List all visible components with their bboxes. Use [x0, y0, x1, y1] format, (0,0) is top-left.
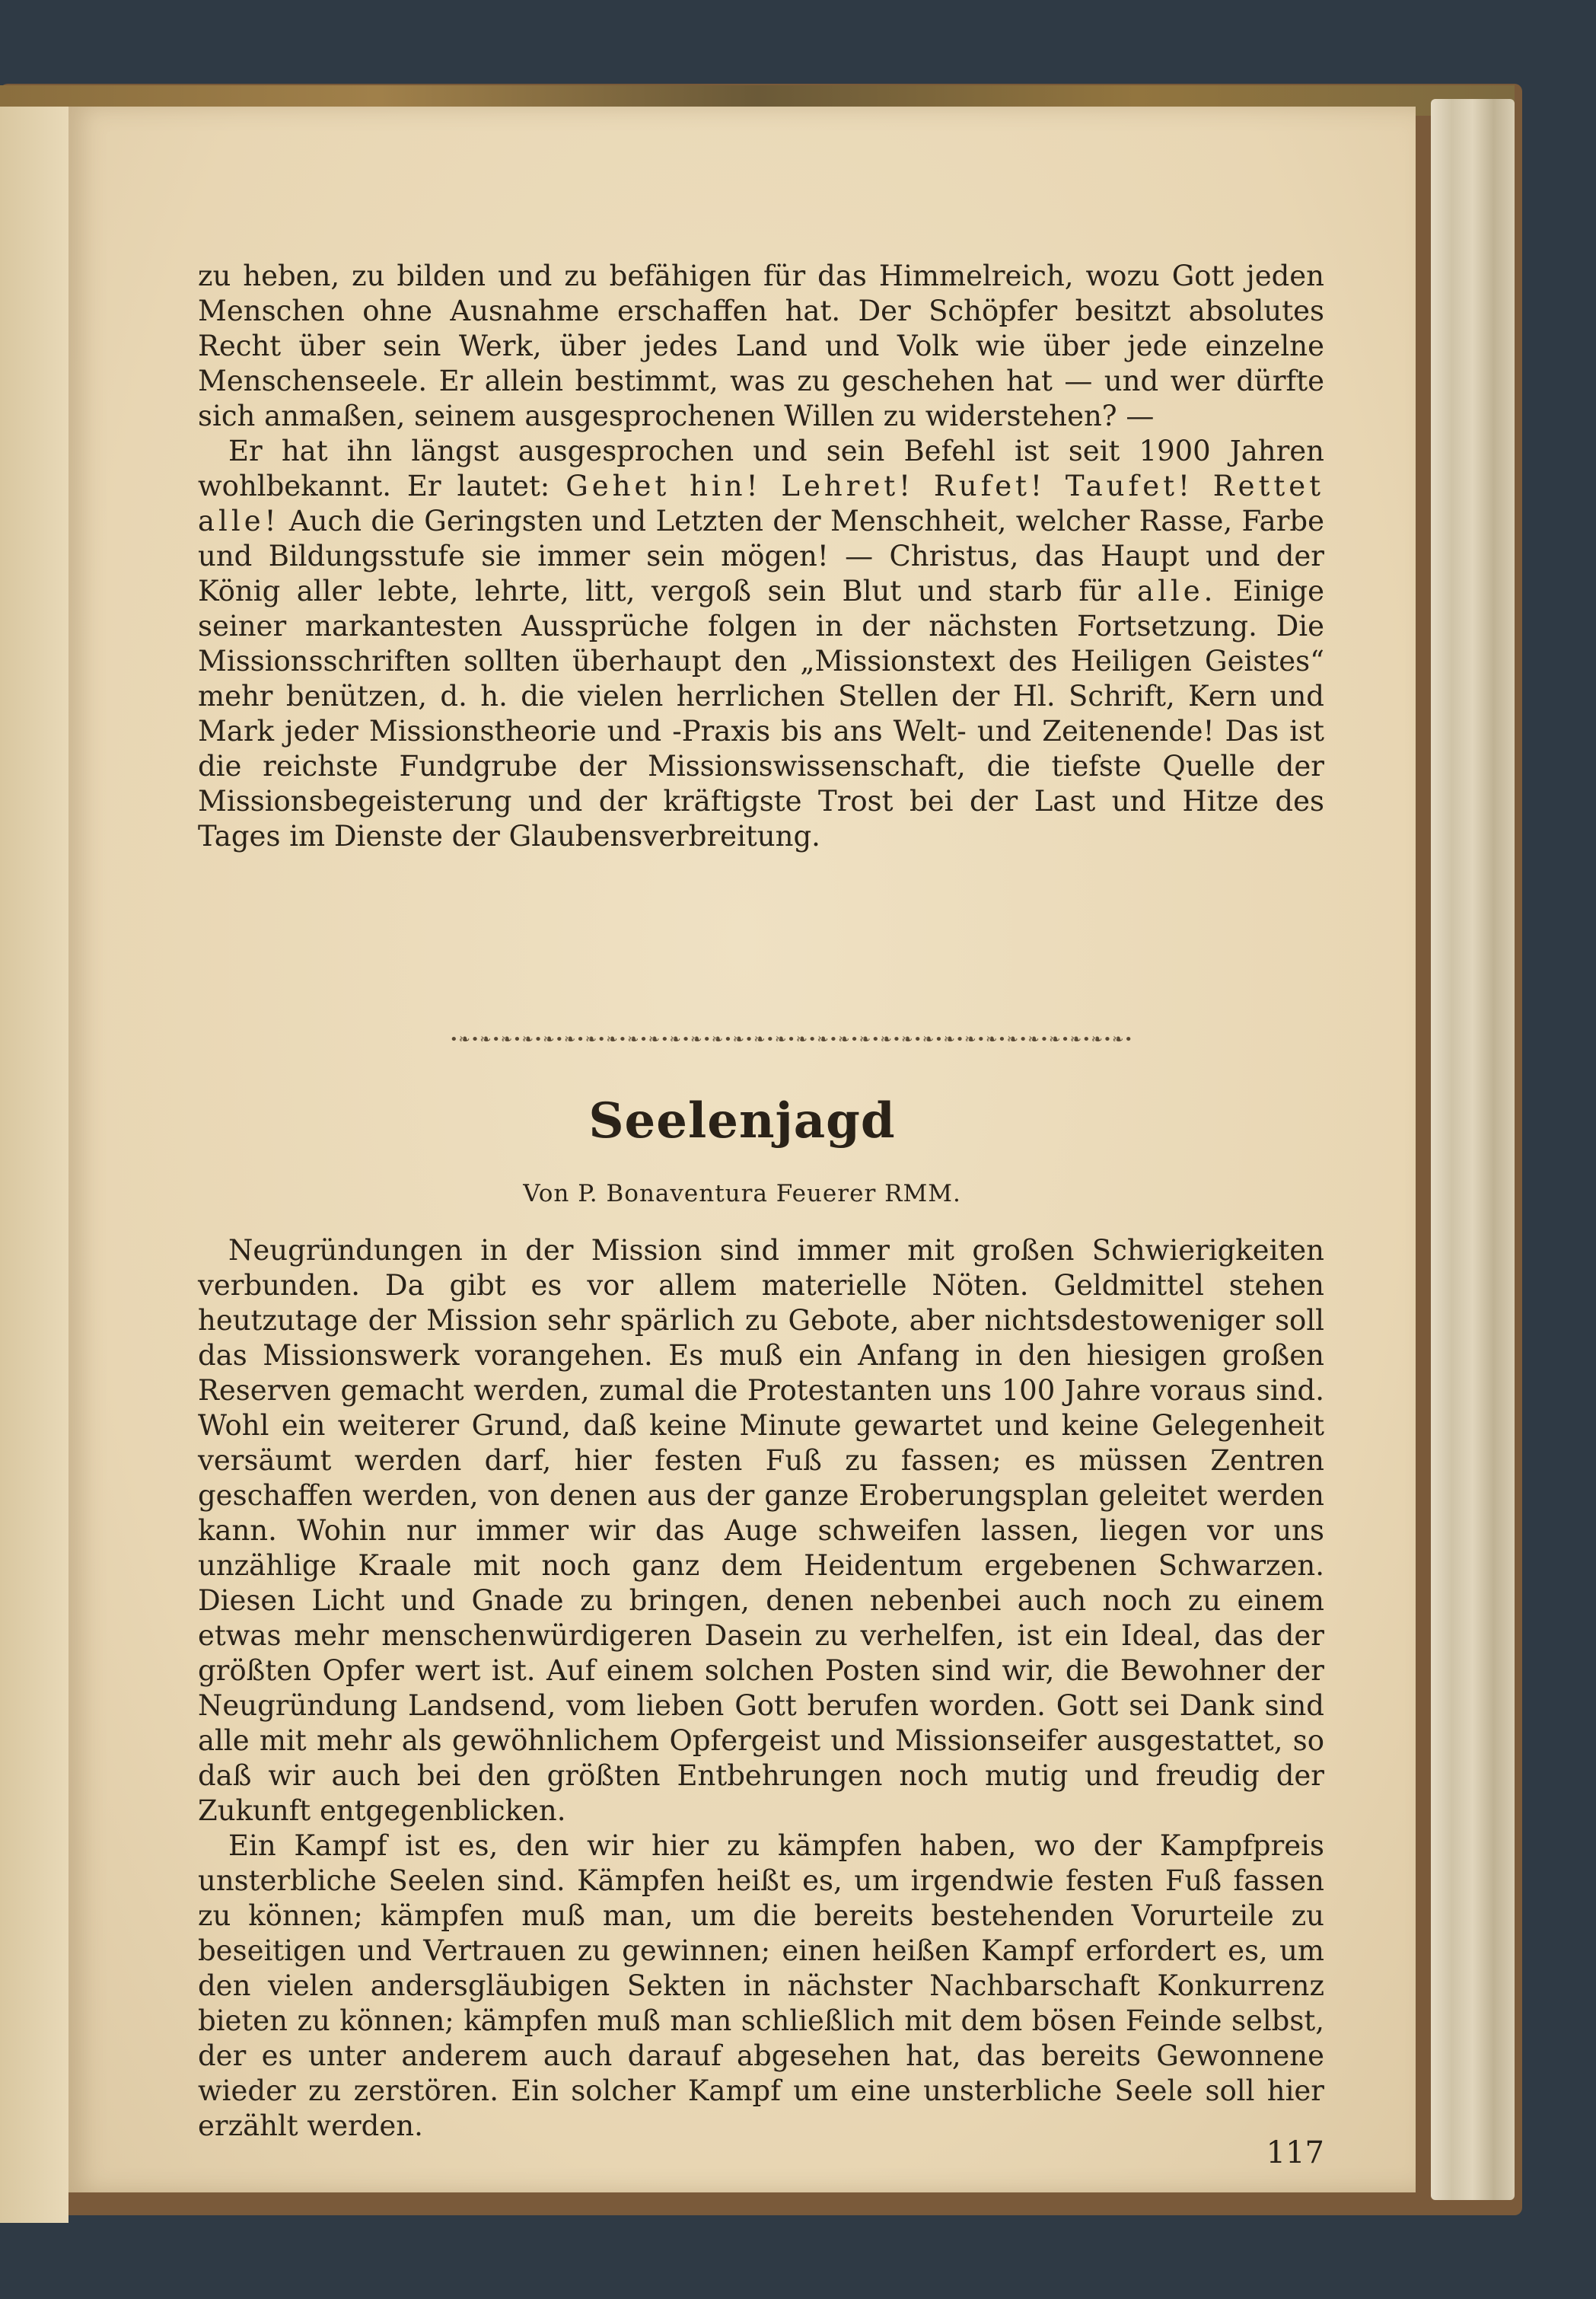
paragraph-2-start: Er hat ihn längst ausgesprochen und sein Befehl ist seit 1900 Jahren wohlbekannt. Er lautet:: [198, 435, 1324, 502]
article-body: [198, 1233, 1324, 2144]
article-paragraph-2: Ein Kampf ist es, den wir hier zu kämpfen haben, wo der Kampfpreis unsterbliche Seelen sind. Kämpfen heißt es, um irgendwie festen Fuß fassen zu können; kämpfen muß man, um die bereits bestehenden Vorurteile zu beseitigen und Vertrauen zu gewinnen; einen heißen Kampf erfordert es, um den vielen andersgläubigen Sekten in nächster Nachbarschaft Konkurrenz bieten zu können; kämpfen muß man schließlich mit dem bösen Feinde selbst, der es unter anderem auch darauf abgesehen hat, das bereits Gewonnene wieder zu zerstören. Ein solcher Kampf um eine unsterbliche Seele soll hier erzählt werden.: [198, 1829, 1324, 2142]
paragraph-1: zu heben, zu bilden und zu befähigen für das Himmelreich, wozu Gott jeden Menschen ohne Ausnahme erschaffen hat. Der Schöpfer besitzt absolutes Recht über sein Werk, über jedes Land und Volk wie über jede einzelne Menschenseele. Er allein bestimmt, was zu geschehen hat — und wer dürfte sich anmaßen, seinem ausgesprochenen Willen zu widerstehen? —: [198, 260, 1324, 432]
paragraph-2-mid: Auch die Geringsten und Letzten der Menschheit, welcher Rasse, Farbe und Bildungsstufe sie immer sein mögen! — Christus, das Haupt und der König aller lebte, lehrte, litt, vergoß sein Blut und starb für: [198, 505, 1324, 607]
paragraph-2: [198, 434, 1324, 854]
article-byline: Von P. Bonaventura Feuerer RMM.: [523, 1180, 961, 1207]
page-stack-edge: [1431, 99, 1515, 2200]
page-number: 117: [1266, 2135, 1324, 2170]
ornamental-divider: •❧•❧•❧•❧•❧•❧•❧•❧•❧•❧•❧•❧•❧•❧•❧•❧•❧•❧•❧•❧•❧•❧•❧•❧•❧•❧•❧•❧•❧•❧•❧•❧•: [450, 1032, 1133, 1047]
paragraph-2-end: Einige seiner markantesten Aussprüche folgen in der nächsten Fortsetzung. Die Missionsschriften sollten überhaupt den „Missionstext des Heiligen Geistes“ mehr benützen, d. h. die vielen herrlichen Stellen der Hl. Schrift, Kern und Mark jeder Missionstheorie und -Praxis bis ans Welt- und Zeitenende! Das ist die reichste Fundgrube der Missionswissenschaft, die tiefste Quelle der Missionsbegeisterung und der kräftigste Trost bei der Last und Hitze des Tages im Dienste der Glaubensverbreitung.: [198, 575, 1324, 853]
article-title: Seelenjagd: [588, 1092, 896, 1150]
paragraph-2-command: Gehet hin! Lehret! Rufet! Taufet! Rettet alle!: [198, 470, 1324, 537]
book-page: [68, 107, 1416, 2192]
previous-page-edge: [0, 107, 68, 2223]
paragraph-2-alle: alle.: [1137, 575, 1217, 607]
article-paragraph-1: Neugründungen in der Mission sind immer mit großen Schwierigkeiten verbunden. Da gibt es vor allem materielle Nöten. Geldmittel stehen heutzutage der Mission sehr spärlich zu Gebote, aber nichtsdestoweniger soll das Missionswerk vorangehen. Es muß ein Anfang in den hiesigen großen Reserven gemacht werden, zumal die Protestanten uns 100 Jahre voraus sind. Wohl ein weiterer Grund, daß keine Minute gewartet und keine Gelegenheit versäumt werden darf, hier festen Fuß zu fassen; es müssen Zentren geschaffen werden, von denen aus der ganze Eroberungsplan geleitet werden kann. Wohin nur immer wir das Auge schweifen lassen, liegen vor uns unzählige Kraale mit noch ganz dem Heidentum ergebenen Schwarzen. Diesen Licht und Gnade zu bringen, denen nebenbei auch noch zu einem etwas mehr menschenwürdigeren Dasein zu verhelfen, ist ein Ideal, das der größten Opfer wert ist. Auf einem solchen Posten sind wir, die Bewohner der Neugründung Landsend, vom lieben Gott berufen worden. Gott sei Dank sind alle mit mehr als gewöhnlichem Opfergeist und Missionseifer ausgestattet, so daß wir auch bei den größten Entbehrungen noch mutig und freudig der Zukunft entgegenblicken.: [198, 1234, 1324, 1827]
continued-text: [198, 259, 1324, 854]
